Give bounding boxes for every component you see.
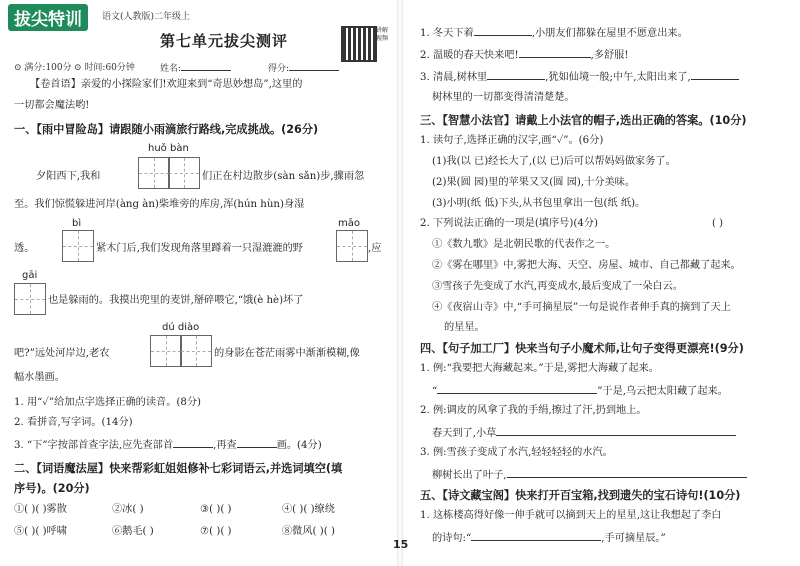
- section-2-title: 二、【词语魔法屋】快来帮彩虹姐姐修补七彩词语云,并选词填空(填: [14, 462, 343, 475]
- fill-blank-3b[interactable]: [691, 69, 739, 80]
- word-cloud-8[interactable]: ⑧微风( )( ): [282, 526, 335, 537]
- s4-example-1: 1. 例:“我要把大海藏起来。”于是,雾把大海藏了起来。: [420, 363, 659, 374]
- s3-question-1: 1. 读句子,选择正确的汉字,画“✓”。(6分): [420, 135, 604, 146]
- section-5-title: 五、【诗文藏宝阁】快来打开百宝箱,找到遗失的宝石诗句!(10分): [420, 489, 741, 502]
- pinyin-gai: gāi: [22, 270, 38, 281]
- section-1-title: 一、【雨中冒险岛】请跟随小雨滴旅行路线,完成挑战。(26分): [14, 123, 319, 136]
- s3-choice-3[interactable]: (3)小明(纸 低)下头,从书包里拿出一包(纸 纸)。: [432, 198, 646, 209]
- s4-answer-1: “ ”于是,乌云把太阳藏了起来。: [432, 383, 728, 399]
- fill-sentence-1: 1. 冬天下着 ,小朋友们都躲在屋里不愿意出来。: [420, 25, 688, 41]
- word-cloud-6[interactable]: ⑥鹅毛( ): [112, 526, 154, 537]
- word-cloud-7[interactable]: ⑦( )( ): [200, 526, 232, 537]
- word-cloud-2[interactable]: ②冰( ): [112, 504, 144, 515]
- brand-logo: 拔尖特训: [8, 4, 88, 31]
- question-1-1: 1. 用“✓”给加点字选择正确的读音。(8分): [14, 397, 201, 408]
- write-box-du[interactable]: [150, 335, 182, 367]
- passage-line-5a: 吧?”远处河岸边,老农: [14, 348, 110, 359]
- stroke-blank[interactable]: [237, 437, 277, 448]
- s4-blank-2[interactable]: [496, 425, 736, 436]
- write-box-diao[interactable]: [180, 335, 212, 367]
- write-box-mao[interactable]: [336, 230, 368, 262]
- passage-line-3b: 紧木门后,我们发现角落里蹲着一只湿漉漉的野: [96, 243, 303, 254]
- s3-question-2: 2. 下列说法正确的一项是(填序号)(4分): [420, 218, 598, 229]
- passage-line-1a: 夕阳西下,我和: [36, 171, 101, 182]
- s4-answer-3: 柳树长出了叶子,: [432, 467, 747, 483]
- word-cloud-3[interactable]: ③( )( ): [200, 504, 232, 515]
- word-cloud-1[interactable]: ①( )( )雾散: [14, 504, 67, 515]
- question-1-3: 3. “下”字按部首查字法,应先查部首 ,再查 画。(4分): [14, 437, 322, 453]
- pinyin-bi: bì: [72, 218, 82, 229]
- passage-line-2: 至。我们惊慌躲进河岸(àng àn)柴堆旁的库房,浑(hún hùn)身湿: [14, 199, 305, 210]
- fill-sentence-3-cont: 树林里的一切都变得清清楚楚。: [432, 92, 575, 103]
- page-spine: [397, 0, 403, 566]
- score-field[interactable]: 得分:: [268, 60, 339, 74]
- fill-sentence-2: 2. 温暖的春天快来吧! ,多舒服!: [420, 47, 628, 63]
- option-4-cont: 的星星。: [444, 322, 485, 333]
- option-2: ②《雾在哪里》中,雾把大海、天空、房屋、城市、自己都藏了起来。: [432, 260, 741, 271]
- pinyin-huoban: huǒ bàn: [148, 143, 189, 154]
- qr-label: 讲解视频: [376, 27, 389, 42]
- page-number: 15: [393, 538, 409, 551]
- s3-choice-2[interactable]: (2)果(圆 园)里的苹果又又(圆 园),十分美味。: [432, 177, 636, 188]
- section-4-title: 四、【句子加工厂】快来当句子小魔术师,让句子变得更漂亮!(9分): [420, 342, 744, 355]
- s4-blank-3[interactable]: [507, 467, 747, 478]
- radical-blank[interactable]: [173, 437, 213, 448]
- fill-blank-3a[interactable]: [487, 69, 545, 80]
- passage-line-3c: ,应: [368, 243, 382, 254]
- answer-bracket[interactable]: ( ): [712, 218, 723, 229]
- page-title: 第七单元拔尖测评: [160, 32, 289, 50]
- s4-example-2: 2. 例:调皮的风拿了我的手绢,擦过了汗,扔到地上。: [420, 405, 647, 416]
- pinyin-dudiao: dú diào: [162, 322, 200, 333]
- write-box-ban[interactable]: [168, 157, 200, 189]
- write-box-huo[interactable]: [138, 157, 170, 189]
- s4-answer-2: 春天到了,小草: [432, 425, 736, 441]
- full-score: ⊙ 满分:100分: [14, 63, 72, 73]
- section-2-title-2: 序号)。(20分): [14, 482, 90, 495]
- passage-line-5b: 的身影在苍茫雨雾中渐渐模糊,像: [214, 348, 360, 359]
- subject-label: 语文(人教版)二年级上: [102, 12, 191, 22]
- passage-line-4: 也是躲雨的。我摸出兜里的麦饼,掰碎喂它,“饿(è hè)坏了: [48, 295, 304, 306]
- passage-line-1b: 们正在村边散步(sàn sǎn)步,骤雨忽: [202, 171, 365, 182]
- fill-blank-2[interactable]: [519, 47, 591, 58]
- s4-blank-1[interactable]: [437, 383, 597, 394]
- intro-line-1: 【卷首语】亲爱的小探险家们!欢迎来到“奇思妙想岛”,这里的: [30, 79, 303, 90]
- s4-example-3: 3. 例:雪孩子变成了水汽,轻轻轻轻的水汽。: [420, 447, 613, 458]
- name-field[interactable]: 姓名:: [160, 60, 231, 74]
- s3-choice-1[interactable]: (1)我(以 已)经长大了,(以 已)后可以帮妈妈做家务了。: [432, 156, 676, 167]
- qr-code-icon[interactable]: [341, 26, 377, 62]
- question-1-2: 2. 看拼音,写字词。(14分): [14, 417, 133, 428]
- option-4: ④《夜宿山寺》中,“手可摘星辰”一句是说作者伸手真的摘到了天上: [432, 302, 731, 313]
- time-limit: ⊙ 时间:60分钟: [74, 63, 135, 73]
- write-box-bi[interactable]: [62, 230, 94, 262]
- word-cloud-4[interactable]: ④( )( )缭绕: [282, 504, 335, 515]
- fill-blank-1[interactable]: [474, 25, 532, 36]
- section-3-title: 三、【智慧小法官】请戴上小法官的帽子,选出正确的答案。(10分): [420, 114, 747, 127]
- write-box-gai[interactable]: [14, 283, 46, 315]
- passage-line-3a: 透。: [14, 243, 35, 254]
- passage-line-6: 幅水墨画。: [14, 372, 65, 383]
- fill-sentence-3: 3. 清晨,树林里 ,犹如仙境一般;中午,太阳出来了,: [420, 69, 739, 85]
- word-cloud-5[interactable]: ⑤( )( )呼啸: [14, 526, 67, 537]
- option-3: ③雪孩子先变成了水汽,再变成水,最后变成了一朵白云。: [432, 281, 683, 292]
- pinyin-mao: māo: [338, 218, 360, 229]
- s5-blank-1[interactable]: [471, 530, 601, 541]
- s5-answer-1: 的诗句:“ ,手可摘星辰。”: [432, 530, 666, 546]
- option-1: ①《数九歌》是北朝民歌的代表作之一。: [432, 239, 616, 250]
- s5-question-1: 1. 这栋楼高得好像一伸手就可以摘到天上的星星,这让我想起了李白: [420, 510, 722, 521]
- intro-line-2: 一切都会魔法哟!: [14, 100, 90, 111]
